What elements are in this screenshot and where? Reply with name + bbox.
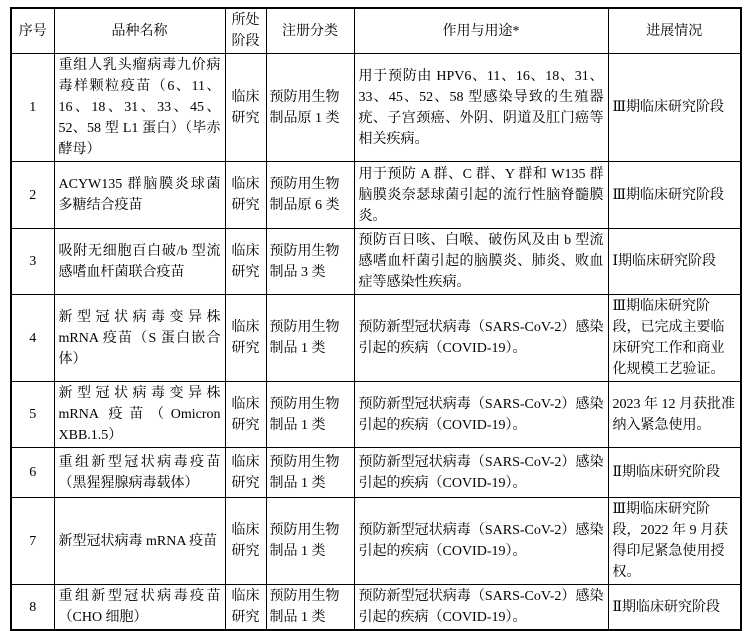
progress: Ⅲ期临床研究阶段，已完成主要临床研究工作和商业化规模工艺验证。 (608, 295, 741, 382)
registration-category: 预防用生物制品 1 类 (266, 295, 354, 382)
table-row (11, 295, 741, 382)
stage: 临床研究 (225, 448, 266, 498)
header-registration-category: 注册分类 (266, 8, 354, 54)
registration-category: 预防用生物制品原 1 类 (266, 54, 354, 162)
registration-category: 预防用生物制品原 6 类 (266, 162, 354, 229)
row-index: 1 (11, 54, 54, 162)
table-row (11, 162, 741, 229)
usage: 预防新型冠状病毒（SARS-CoV-2）感染引起的疾病（COVID-19）。 (354, 498, 608, 585)
header-usage: 作用与用途* (354, 8, 608, 54)
row-index: 3 (11, 229, 54, 295)
progress: Ⅲ期临床研究阶段，2022 年 9 月获得印尼紧急使用授权。 (608, 498, 741, 585)
product-name: 新型冠状病毒变异株 mRNA 疫苗（Omicron XBB.1.5） (54, 382, 225, 448)
row-index: 5 (11, 382, 54, 448)
product-name: 吸附无细胞百白破/b 型流感嗜血杆菌联合疫苗 (54, 229, 225, 295)
table-row (11, 585, 741, 631)
row-index: 6 (11, 448, 54, 498)
header-row (11, 8, 741, 54)
progress: Ⅱ期临床研究阶段 (608, 448, 741, 498)
usage: 预防新型冠状病毒（SARS-CoV-2）感染引起的疾病（COVID-19）。 (354, 448, 608, 498)
registration-category: 预防用生物制品 1 类 (266, 382, 354, 448)
row-index: 2 (11, 162, 54, 229)
table-row (11, 229, 741, 295)
stage: 临床研究 (225, 295, 266, 382)
usage: 预防百日咳、白喉、破伤风及由 b 型流感嗜血杆菌引起的脑膜炎、肺炎、败血症等感染性疾病。 (354, 229, 608, 295)
row-index: 8 (11, 585, 54, 631)
progress: Ⅲ期临床研究阶段 (608, 54, 741, 162)
usage: 预防新型冠状病毒（SARS-CoV-2）感染引起的疾病（COVID-19）。 (354, 585, 608, 631)
table-row (11, 448, 741, 498)
row-index: 4 (11, 295, 54, 382)
stage: 临床研究 (225, 585, 266, 631)
progress: 2023 年 12 月获批准纳入紧急使用。 (608, 382, 741, 448)
table-row (11, 498, 741, 585)
registration-category: 预防用生物制品 1 类 (266, 498, 354, 585)
usage: 用于预防由 HPV6、11、16、18、31、33、45、52、58 型感染导致的生殖器疣、子宫颈癌、外阴、阴道及肛门癌等相关疾病。 (354, 54, 608, 162)
registration-category: 预防用生物制品 1 类 (266, 585, 354, 631)
table-row (11, 54, 741, 162)
stage: 临床研究 (225, 162, 266, 229)
product-name: 重组新型冠状病毒疫苗（黑猩猩腺病毒载体） (54, 448, 225, 498)
usage: 用于预防 A 群、C 群、Y 群和 W135 群脑膜炎奈瑟球菌引起的流行性脑脊髓膜炎。 (354, 162, 608, 229)
header-product-name: 品种名称 (54, 8, 225, 54)
stage: 临床研究 (225, 382, 266, 448)
vaccine-pipeline-table (10, 7, 742, 631)
stage: 临床研究 (225, 54, 266, 162)
table-row (11, 382, 741, 448)
registration-category: 预防用生物制品 1 类 (266, 448, 354, 498)
row-index: 7 (11, 498, 54, 585)
stage: 临床研究 (225, 229, 266, 295)
product-name: 新型冠状病毒 mRNA 疫苗 (54, 498, 225, 585)
usage: 预防新型冠状病毒（SARS-CoV-2）感染引起的疾病（COVID-19）。 (354, 382, 608, 448)
product-name: 重组新型冠状病毒疫苗（CHO 细胞） (54, 585, 225, 631)
registration-category: 预防用生物制品 3 类 (266, 229, 354, 295)
progress: Ⅰ期临床研究阶段 (608, 229, 741, 295)
product-name: ACYW135 群脑膜炎球菌多糖结合疫苗 (54, 162, 225, 229)
progress: Ⅱ期临床研究阶段 (608, 585, 741, 631)
header-stage: 所处阶段 (225, 8, 266, 54)
header-index: 序号 (11, 8, 54, 54)
product-name: 新型冠状病毒变异株 mRNA 疫苗（S 蛋白嵌合体） (54, 295, 225, 382)
stage: 临床研究 (225, 498, 266, 585)
header-progress: 进展情况 (608, 8, 741, 54)
usage: 预防新型冠状病毒（SARS-CoV-2）感染引起的疾病（COVID-19）。 (354, 295, 608, 382)
progress: Ⅲ期临床研究阶段 (608, 162, 741, 229)
product-name: 重组人乳头瘤病毒九价病毒样颗粒疫苗（6、11、16、18、31、33、45、52、58 型 L1 蛋白）（毕赤酵母） (54, 54, 225, 162)
